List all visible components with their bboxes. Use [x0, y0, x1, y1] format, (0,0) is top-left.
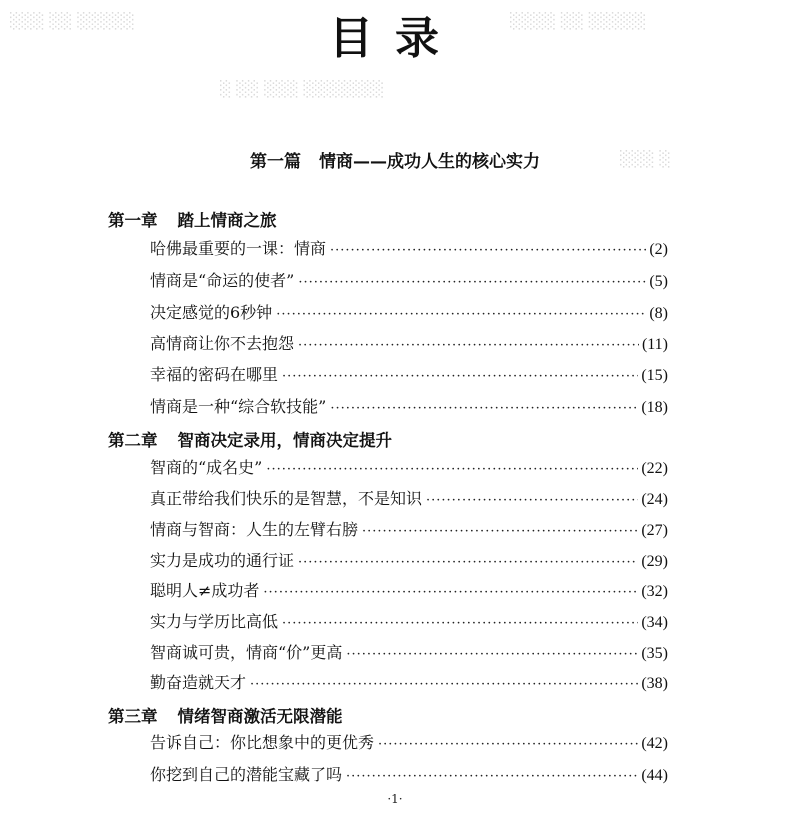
entry-title: 实力是成功的通行证	[150, 551, 295, 570]
toc-entry[interactable]	[150, 300, 668, 324]
entry-title: 实力与学历比高低	[150, 612, 279, 631]
chapter-number: 第二章	[108, 431, 158, 450]
dot-leader	[263, 585, 638, 600]
chapter-number: 第三章	[108, 707, 158, 726]
dot-leader	[330, 243, 646, 258]
entry-title: 情商与智商：人生的左臂右膀	[150, 520, 359, 539]
toc-entry[interactable]	[150, 362, 668, 386]
entry-title: 情商是一种“综合软技能”	[150, 397, 327, 416]
toc-entry[interactable]	[150, 331, 668, 355]
entry-page: (27)	[641, 522, 668, 539]
entry-page: (5)	[649, 273, 668, 290]
toc-entry[interactable]	[150, 268, 668, 292]
dot-leader	[362, 524, 638, 539]
entry-page: (38)	[641, 675, 668, 692]
dot-leader	[250, 677, 638, 692]
page-number: ·1·	[387, 792, 403, 806]
entry-page: (24)	[641, 491, 668, 508]
toc-entry[interactable]	[150, 609, 668, 633]
entry-title: 智商诚可贵，情商“价”更高	[150, 643, 343, 662]
toc-entry[interactable]	[150, 730, 668, 754]
dot-leader	[266, 462, 638, 477]
chapter-title: 情绪智商激活无限潜能	[177, 707, 343, 726]
bleed-through-decoration: ░░░ ░	[620, 150, 671, 168]
bleed-through-decoration: ░░░ ░░ ░░░░░	[10, 12, 135, 30]
toc-entry[interactable]	[150, 455, 668, 479]
bleed-through-decoration: ░ ░░ ░░░ ░░░░░░░	[220, 80, 385, 98]
part-heading	[0, 147, 790, 172]
dot-leader	[298, 275, 646, 290]
dot-leader	[282, 369, 638, 384]
toc-entry[interactable]	[150, 762, 668, 786]
chapter-title: 踏上情商之旅	[177, 211, 277, 230]
entry-title: 决定感觉的6秒钟	[150, 303, 273, 322]
entry-page: (11)	[641, 336, 668, 353]
entry-title: 你挖到自己的潜能宝藏了吗	[150, 765, 343, 784]
entry-page: (22)	[641, 460, 668, 477]
entry-page: (15)	[641, 367, 668, 384]
dot-leader	[298, 555, 638, 570]
chapter-number: 第一章	[108, 211, 158, 230]
toc-entry[interactable]	[150, 578, 668, 602]
dot-leader	[282, 616, 638, 631]
entry-title: 情商是“命运的使者”	[150, 271, 295, 290]
entry-title: 高情商让你不去抱怨	[150, 334, 295, 353]
entry-page: (29)	[641, 553, 668, 570]
dot-leader	[276, 307, 646, 322]
entry-title: 幸福的密码在哪里	[150, 365, 279, 384]
dot-leader	[346, 769, 638, 784]
entry-page: (2)	[649, 241, 668, 258]
dot-leader	[330, 401, 638, 416]
page-title: 目录	[329, 13, 461, 64]
toc-entry[interactable]	[150, 640, 668, 664]
part-label: 第一篇	[250, 152, 301, 172]
toc-entry[interactable]	[150, 394, 668, 418]
entry-page: (35)	[641, 645, 668, 662]
entry-title: 真正带给我们快乐的是智慧，不是知识	[150, 489, 423, 508]
chapter-heading[interactable]	[108, 427, 392, 451]
entry-title: 智商的“成名史”	[150, 458, 263, 477]
toc-entry[interactable]	[150, 517, 668, 541]
toc-entry[interactable]	[150, 486, 668, 510]
toc-entry[interactable]	[150, 548, 668, 572]
toc-entry[interactable]	[150, 236, 668, 260]
entry-title: 勤奋造就天才	[150, 673, 247, 692]
entry-page: (44)	[641, 767, 668, 784]
bleed-through-decoration: ░░░░ ░░ ░░░░░	[510, 12, 647, 30]
entry-page: (42)	[641, 735, 668, 752]
entry-title: 告诉自己：你比想象中的更优秀	[150, 733, 375, 752]
chapter-heading[interactable]	[108, 703, 343, 727]
toc-entry[interactable]	[150, 670, 668, 694]
entry-page: (18)	[641, 399, 668, 416]
dot-leader	[426, 493, 638, 508]
chapter-heading[interactable]	[108, 207, 277, 231]
entry-title: 聪明人≠成功者	[150, 581, 260, 600]
dot-leader	[378, 737, 638, 752]
part-title-text: 情商——成功人生的核心实力	[319, 152, 540, 172]
entry-page: (34)	[641, 614, 668, 631]
dot-leader	[346, 647, 638, 662]
chapter-title: 智商决定录用，情商决定提升	[177, 431, 392, 450]
entry-title: 哈佛最重要的一课：情商	[150, 239, 327, 258]
entry-page: (8)	[649, 305, 668, 322]
dot-leader	[298, 338, 639, 353]
entry-page: (32)	[641, 583, 668, 600]
